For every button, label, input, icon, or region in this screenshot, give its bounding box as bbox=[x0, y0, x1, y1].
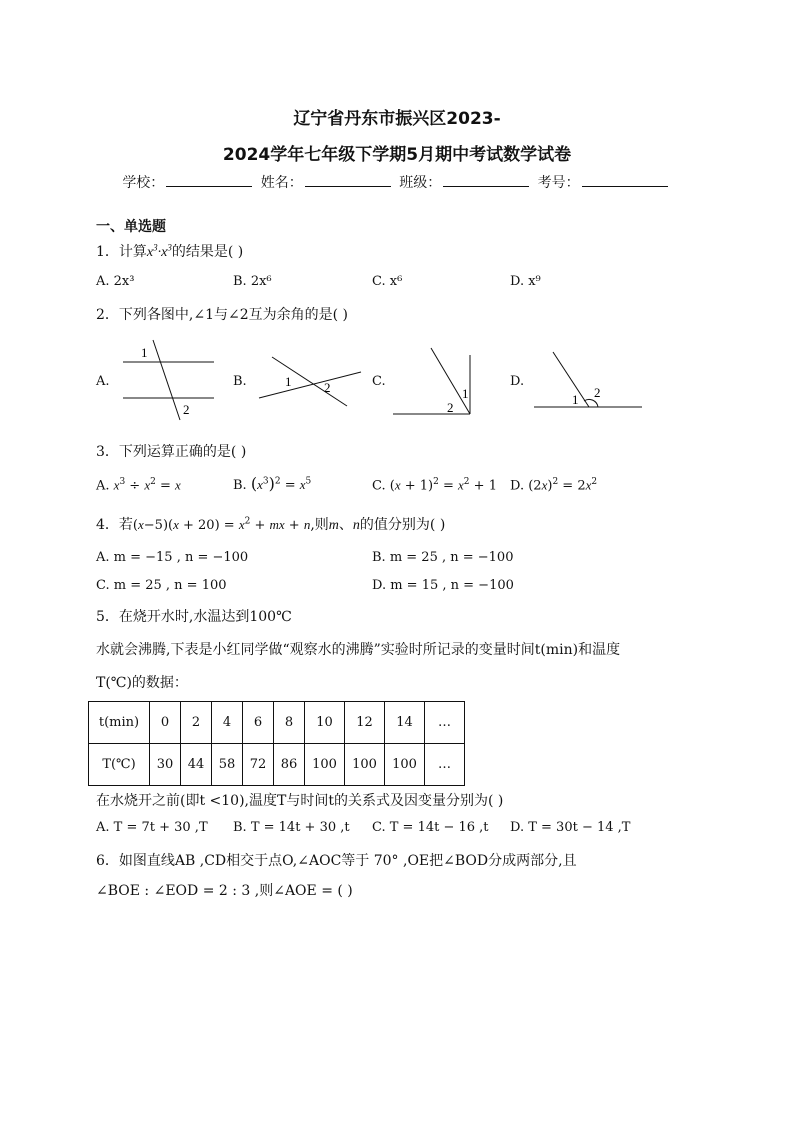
q1-stem-start: 1．计算 bbox=[96, 244, 147, 260]
name-label: 姓名： bbox=[260, 175, 303, 191]
q4-stem-start: 4．若 bbox=[96, 517, 133, 533]
table-cell: 100 bbox=[385, 744, 425, 786]
q1-stem-end: 的结果是( ) bbox=[171, 244, 244, 260]
table-cell: 100 bbox=[305, 744, 345, 786]
table-cell: 100 bbox=[345, 744, 385, 786]
table-cell: 30 bbox=[150, 744, 181, 786]
question-6-line-2: ∠BOE : ∠EOD = 2 : 3 ,则∠AOE = ( ) bbox=[96, 883, 353, 899]
q3-option-a[interactable]: A. $x^3 \div x^2 = x$ bbox=[96, 477, 181, 494]
q4-option-d[interactable]: D. m = 15 , n = −100 bbox=[372, 578, 514, 593]
q4-option-c[interactable]: C. m = 25 , n = 100 bbox=[96, 578, 227, 593]
question-3-stem: 3．下列运算正确的是( ) bbox=[96, 444, 247, 460]
figure-b-label-1: 1 bbox=[285, 374, 292, 389]
q1-option-a[interactable]: A. 2x³ bbox=[96, 274, 135, 289]
table-cell: 14 bbox=[385, 702, 425, 744]
angle-figures bbox=[0, 0, 794, 430]
figure-d-label-2: 2 bbox=[594, 385, 601, 400]
table-cell: 2 bbox=[181, 702, 212, 744]
table-cell: 8 bbox=[274, 702, 305, 744]
figure-b bbox=[259, 357, 361, 406]
table-cell: … bbox=[425, 744, 465, 786]
number-label: 考号： bbox=[537, 175, 580, 191]
q5-option-c[interactable]: C. T = 14t − 16 ,t bbox=[372, 820, 489, 835]
q5-option-d[interactable]: D. T = 30t − 14 ,T bbox=[510, 820, 631, 835]
q1-option-d[interactable]: D. x⁹ bbox=[510, 274, 541, 289]
q2-label-d[interactable]: D. bbox=[510, 374, 525, 389]
temperature-table bbox=[88, 701, 465, 786]
q3-option-b[interactable]: B. $(x^3)^2 = x^5$ bbox=[233, 474, 312, 493]
table-cell: 72 bbox=[243, 744, 274, 786]
table-cell: 44 bbox=[181, 744, 212, 786]
figure-d bbox=[534, 352, 642, 407]
class-label: 班级： bbox=[399, 175, 442, 191]
q1-option-b[interactable]: B. 2x⁶ bbox=[233, 274, 272, 289]
table-cell: 4 bbox=[212, 702, 243, 744]
section-heading: 一、单选题 bbox=[96, 219, 166, 235]
figure-b-label-2: 2 bbox=[324, 380, 331, 395]
table-header-temp: T(℃) bbox=[89, 744, 150, 786]
q1-formula: $x^3\cdot x^3$ bbox=[146, 242, 172, 260]
title-line-2: 2024学年七年级下学期5月期中考试数学试卷 bbox=[222, 145, 572, 165]
table-row-time bbox=[89, 702, 465, 744]
table-cell: 58 bbox=[212, 744, 243, 786]
q2-label-a[interactable]: A. bbox=[96, 374, 110, 389]
table-cell: 86 bbox=[274, 744, 305, 786]
q3-option-c[interactable]: C. $(x + 1)^2 = x^2 + 1$ bbox=[372, 477, 497, 494]
school-label: 学校： bbox=[122, 175, 165, 191]
q3-option-d[interactable]: D. $(2x)^2 = 2x^2$ bbox=[510, 477, 598, 494]
table-cell: 6 bbox=[243, 702, 274, 744]
q2-label-c[interactable]: C. bbox=[372, 374, 386, 389]
table-cell: 10 bbox=[305, 702, 345, 744]
figure-a bbox=[123, 340, 214, 420]
question-6-line-1: 6．如图直线AB ,CD相交于点O,∠AOC等于 70° ,OE把∠BOD分成两部分,且 bbox=[96, 853, 577, 869]
q4-stem-sep: 、 bbox=[338, 517, 353, 533]
q4-stem-end: 的值分别为( ) bbox=[359, 517, 446, 533]
q4-stem-then: ,则 bbox=[310, 517, 329, 533]
table-row-temp bbox=[89, 744, 465, 786]
table-header-time: t(min) bbox=[89, 702, 150, 744]
figure-c-label-1: 1 bbox=[462, 386, 469, 401]
q4-option-a[interactable]: A. m = −15 , n = −100 bbox=[96, 550, 249, 565]
figure-c-label-2: 2 bbox=[447, 400, 454, 415]
q5-option-b[interactable]: B. T = 14t + 30 ,t bbox=[233, 820, 350, 835]
figure-c bbox=[393, 348, 470, 414]
figure-d-label-1: 1 bbox=[572, 392, 579, 407]
table-cell: 12 bbox=[345, 702, 385, 744]
table-cell: 0 bbox=[150, 702, 181, 744]
question-5-line-2: 水就会沸腾,下表是小红同学做“观察水的沸腾”实验时所记录的变量时间t(min)和温度 bbox=[96, 642, 621, 658]
title-line-1: 辽宁省丹东市振兴区2023- bbox=[293, 109, 501, 129]
table-cell: … bbox=[425, 702, 465, 744]
question-2-stem: 2．下列各图中,∠1与∠2互为余角的是( ) bbox=[96, 307, 349, 323]
q2-label-b[interactable]: B. bbox=[233, 374, 247, 389]
q1-option-c[interactable]: C. x⁶ bbox=[372, 274, 403, 289]
q5-option-a[interactable]: A. T = 7t + 30 ,T bbox=[96, 820, 208, 835]
q4-formula: $(x-5)(x + 20) = x^2$ + mx + n bbox=[132, 516, 311, 533]
question-5-after: 在水烧开之前(即t <10),温度T与时间t的关系式及因变量分别为( ) bbox=[96, 793, 504, 809]
q4-option-b[interactable]: B. m = 25 , n = −100 bbox=[372, 550, 514, 565]
question-5-stem: 5．在烧开水时,水温达到100℃ bbox=[96, 609, 292, 625]
figure-a-label-1: 1 bbox=[141, 345, 148, 360]
figure-a-label-2: 2 bbox=[183, 402, 190, 417]
question-4-stem: 4．若$(x-5)(x + 20) = x^2$ + mx + n,则m、n的值分别为( ) bbox=[96, 516, 446, 533]
question-5-line-3: T(℃)的数据： bbox=[96, 675, 188, 691]
